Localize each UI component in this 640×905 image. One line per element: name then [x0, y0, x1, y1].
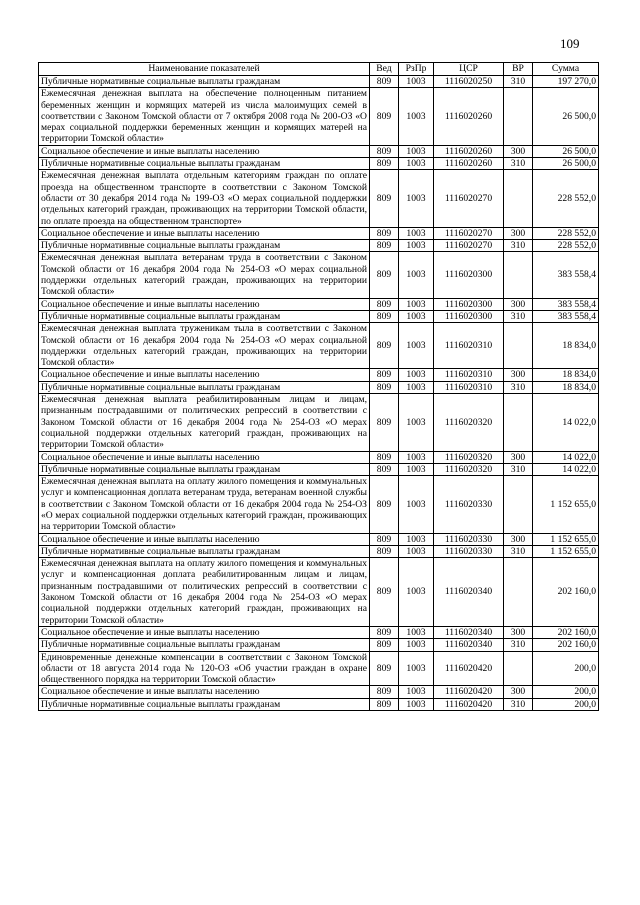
row-csr-cell: 1116020260 — [434, 88, 504, 145]
row-ved-cell: 809 — [370, 558, 399, 627]
row-name-cell: Ежемесячная денежная выплата на обеспечение полноценным питанием беременных женщин и кормящих матерей из числа малоимущих семей в соответствии с Законом Томской области от 7 октября 2008 года № 200-ОЗ «О мерах социальной поддержки беременных женщин и кормящих матерей на территории Томской области» — [39, 88, 370, 145]
table-row — [39, 298, 599, 310]
row-rzpr-cell: 1003 — [399, 698, 434, 710]
row-ved-cell: 809 — [370, 651, 399, 686]
row-sum-cell: 228 552,0 — [533, 227, 599, 239]
row-rzpr-cell: 1003 — [399, 381, 434, 393]
row-rzpr-cell: 1003 — [399, 476, 434, 533]
row-csr-cell: 1116020260 — [434, 145, 504, 157]
row-rzpr-cell: 1003 — [399, 369, 434, 381]
row-name-cell: Ежемесячная денежная выплата реабилитированным лицам и лицам, признанным пострадавшими от политических репрессий в соответствии с Законом Томской области от 16 декабря 2004 года № 254-ОЗ «О мерах социальной поддержки отдельных категорий граждан, проживающих на территории Томской области» — [39, 394, 370, 451]
row-vr-cell: 310 — [504, 310, 533, 322]
row-csr-cell: 1116020300 — [434, 298, 504, 310]
row-name-cell: Публичные нормативные социальные выплаты гражданам — [39, 310, 370, 322]
row-ved-cell: 809 — [370, 463, 399, 475]
row-rzpr-cell: 1003 — [399, 545, 434, 557]
row-vr-cell — [504, 558, 533, 627]
row-sum-cell: 197 270,0 — [533, 76, 599, 88]
row-csr-cell: 1116020310 — [434, 323, 504, 369]
row-rzpr-cell: 1003 — [399, 170, 434, 227]
row-ved-cell: 809 — [370, 158, 399, 170]
row-ved-cell: 809 — [370, 88, 399, 145]
row-sum-cell: 18 834,0 — [533, 323, 599, 369]
row-csr-cell: 1116020300 — [434, 310, 504, 322]
row-rzpr-cell: 1003 — [399, 686, 434, 698]
row-vr-cell: 310 — [504, 76, 533, 88]
row-name-cell: Социальное обеспечение и иные выплаты населению — [39, 298, 370, 310]
row-vr-cell: 300 — [504, 451, 533, 463]
table-row — [39, 558, 599, 627]
row-rzpr-cell: 1003 — [399, 639, 434, 651]
table-row — [39, 323, 599, 369]
row-vr-cell — [504, 476, 533, 533]
row-vr-cell: 300 — [504, 533, 533, 545]
row-vr-cell: 310 — [504, 381, 533, 393]
row-ved-cell: 809 — [370, 545, 399, 557]
row-vr-cell: 310 — [504, 158, 533, 170]
row-sum-cell: 383 558,4 — [533, 252, 599, 298]
table-row — [39, 686, 599, 698]
row-csr-cell: 1116020420 — [434, 651, 504, 686]
row-name-cell: Социальное обеспечение и иные выплаты населению — [39, 533, 370, 545]
row-rzpr-cell: 1003 — [399, 626, 434, 638]
row-rzpr-cell: 1003 — [399, 310, 434, 322]
row-ved-cell: 809 — [370, 626, 399, 638]
row-name-cell: Социальное обеспечение и иные выплаты населению — [39, 369, 370, 381]
row-ved-cell: 809 — [370, 323, 399, 369]
row-sum-cell: 26 500,0 — [533, 88, 599, 145]
row-name-cell: Социальное обеспечение и иные выплаты населению — [39, 227, 370, 239]
row-ved-cell: 809 — [370, 145, 399, 157]
row-vr-cell: 300 — [504, 298, 533, 310]
row-csr-cell: 1116020420 — [434, 686, 504, 698]
header-sum: Сумма — [533, 63, 599, 76]
row-rzpr-cell: 1003 — [399, 145, 434, 157]
row-vr-cell: 310 — [504, 463, 533, 475]
row-sum-cell: 383 558,4 — [533, 298, 599, 310]
row-csr-cell: 1116020320 — [434, 463, 504, 475]
row-rzpr-cell: 1003 — [399, 651, 434, 686]
table-row — [39, 381, 599, 393]
table-row — [39, 170, 599, 227]
header-name: Наименование показателей — [39, 63, 370, 76]
row-rzpr-cell: 1003 — [399, 227, 434, 239]
table-row — [39, 533, 599, 545]
row-csr-cell: 1116020340 — [434, 626, 504, 638]
row-ved-cell: 809 — [370, 298, 399, 310]
row-vr-cell: 300 — [504, 227, 533, 239]
row-name-cell: Публичные нормативные социальные выплаты гражданам — [39, 463, 370, 475]
table-row — [39, 88, 599, 145]
row-csr-cell: 1116020260 — [434, 158, 504, 170]
table-row — [39, 240, 599, 252]
row-name-cell: Публичные нормативные социальные выплаты гражданам — [39, 76, 370, 88]
row-ved-cell: 809 — [370, 394, 399, 451]
row-csr-cell: 1116020330 — [434, 476, 504, 533]
row-csr-cell: 1116020310 — [434, 381, 504, 393]
row-sum-cell: 14 022,0 — [533, 451, 599, 463]
row-sum-cell: 1 152 655,0 — [533, 545, 599, 557]
row-vr-cell — [504, 394, 533, 451]
header-rzpr: РзПр — [399, 63, 434, 76]
row-name-cell: Социальное обеспечение и иные выплаты населению — [39, 686, 370, 698]
header-csr: ЦСР — [434, 63, 504, 76]
row-csr-cell: 1116020270 — [434, 170, 504, 227]
row-rzpr-cell: 1003 — [399, 240, 434, 252]
row-rzpr-cell: 1003 — [399, 76, 434, 88]
row-rzpr-cell: 1003 — [399, 252, 434, 298]
row-csr-cell: 1116020300 — [434, 252, 504, 298]
row-sum-cell: 202 160,0 — [533, 558, 599, 627]
row-csr-cell: 1116020270 — [434, 227, 504, 239]
table-row — [39, 369, 599, 381]
row-rzpr-cell: 1003 — [399, 323, 434, 369]
row-name-cell: Ежемесячная денежная выплата на оплату жилого помещения и коммунальных услуг и компенсационная доплата ветеранам труда, ветеранам военной службы в соответствии с Законом Томской области от 16 декабря 2004 года № 254-ОЗ «О мерах социальной поддержки отдельных категорий граждан, проживающих на территории Томской области» — [39, 476, 370, 533]
row-name-cell: Социальное обеспечение и иные выплаты населению — [39, 145, 370, 157]
row-ved-cell: 809 — [370, 381, 399, 393]
row-csr-cell: 1116020270 — [434, 240, 504, 252]
table-row — [39, 252, 599, 298]
row-sum-cell: 1 152 655,0 — [533, 533, 599, 545]
row-vr-cell: 310 — [504, 639, 533, 651]
row-ved-cell: 809 — [370, 639, 399, 651]
row-sum-cell: 18 834,0 — [533, 381, 599, 393]
row-vr-cell — [504, 88, 533, 145]
row-sum-cell: 14 022,0 — [533, 463, 599, 475]
row-ved-cell: 809 — [370, 686, 399, 698]
row-ved-cell: 809 — [370, 533, 399, 545]
table-row — [39, 639, 599, 651]
row-ved-cell: 809 — [370, 76, 399, 88]
header-vr: ВР — [504, 63, 533, 76]
row-csr-cell: 1116020340 — [434, 558, 504, 627]
row-name-cell: Ежемесячная денежная выплата на оплату жилого помещения и коммунальных услуг и компенсационная доплата реабилитированным лицам и лицам, признанным пострадавшими от политических репрессий в соответствии с Законом Томской области от 16 декабря 2004 года № 254-ОЗ «О мерах социальной поддержки отдельных категорий граждан, проживающих на территории Томской области» — [39, 558, 370, 627]
header-row — [39, 63, 599, 76]
row-vr-cell: 300 — [504, 145, 533, 157]
row-rzpr-cell: 1003 — [399, 558, 434, 627]
row-csr-cell: 1116020340 — [434, 639, 504, 651]
row-rzpr-cell: 1003 — [399, 88, 434, 145]
row-ved-cell: 809 — [370, 451, 399, 463]
row-rzpr-cell: 1003 — [399, 394, 434, 451]
table-row — [39, 227, 599, 239]
row-vr-cell: 300 — [504, 626, 533, 638]
header-ved: Вед — [370, 63, 399, 76]
row-vr-cell: 310 — [504, 698, 533, 710]
row-ved-cell: 809 — [370, 369, 399, 381]
row-vr-cell: 300 — [504, 686, 533, 698]
row-name-cell: Ежемесячная денежная выплата отдельным категориям граждан по оплате проезда на общественном транспорте в соответствии с Законом Томской области от 30 декабря 2014 года № 199-ОЗ «О мерах социальной поддержки отдельных категорий граждан, проживающих на территории Томской области, по оплате проезда на общественном транспорте» — [39, 170, 370, 227]
row-ved-cell: 809 — [370, 698, 399, 710]
row-ved-cell: 809 — [370, 170, 399, 227]
row-name-cell: Ежемесячная денежная выплата ветеранам труда в соответствии с Законом Томской области от 16 декабря 2004 года № 254-ОЗ «О мерах социальной поддержки отдельных категорий граждан, проживающих на территории Томской области» — [39, 252, 370, 298]
row-name-cell: Единовременные денежные компенсации в соответствии с Законом Томской области от 18 августа 2014 года № 120-ОЗ «Об участии граждан в охране общественного порядка на территории Томской области» — [39, 651, 370, 686]
table-row — [39, 545, 599, 557]
row-sum-cell: 200,0 — [533, 651, 599, 686]
row-sum-cell: 228 552,0 — [533, 170, 599, 227]
row-vr-cell: 300 — [504, 369, 533, 381]
row-ved-cell: 809 — [370, 227, 399, 239]
row-rzpr-cell: 1003 — [399, 463, 434, 475]
row-sum-cell: 1 152 655,0 — [533, 476, 599, 533]
row-sum-cell: 228 552,0 — [533, 240, 599, 252]
row-ved-cell: 809 — [370, 476, 399, 533]
row-name-cell: Публичные нормативные социальные выплаты гражданам — [39, 158, 370, 170]
table-row — [39, 463, 599, 475]
row-sum-cell: 26 500,0 — [533, 158, 599, 170]
row-name-cell: Социальное обеспечение и иные выплаты населению — [39, 626, 370, 638]
table-row — [39, 476, 599, 533]
row-sum-cell: 18 834,0 — [533, 369, 599, 381]
row-name-cell: Ежемесячная денежная выплата труженикам тыла в соответствии с Законом Томской области от 16 декабря 2004 года № 254-ОЗ «О мерах социальной поддержки отдельных категорий граждан, проживающих на территории Томской области» — [39, 323, 370, 369]
row-rzpr-cell: 1003 — [399, 451, 434, 463]
row-sum-cell: 202 160,0 — [533, 626, 599, 638]
table-row — [39, 626, 599, 638]
row-ved-cell: 809 — [370, 252, 399, 298]
row-ved-cell: 809 — [370, 240, 399, 252]
table-row — [39, 158, 599, 170]
row-name-cell: Социальное обеспечение и иные выплаты населению — [39, 451, 370, 463]
row-sum-cell: 200,0 — [533, 686, 599, 698]
row-name-cell: Публичные нормативные социальные выплаты гражданам — [39, 639, 370, 651]
row-csr-cell: 1116020420 — [434, 698, 504, 710]
table-row — [39, 698, 599, 710]
row-csr-cell: 1116020330 — [434, 533, 504, 545]
row-rzpr-cell: 1003 — [399, 298, 434, 310]
row-name-cell: Публичные нормативные социальные выплаты гражданам — [39, 698, 370, 710]
row-vr-cell: 310 — [504, 545, 533, 557]
row-vr-cell — [504, 170, 533, 227]
row-csr-cell: 1116020330 — [434, 545, 504, 557]
table-body — [39, 76, 599, 711]
row-vr-cell: 310 — [504, 240, 533, 252]
row-sum-cell: 26 500,0 — [533, 145, 599, 157]
budget-table — [38, 62, 599, 711]
table-row — [39, 310, 599, 322]
row-csr-cell: 1116020320 — [434, 394, 504, 451]
row-sum-cell: 200,0 — [533, 698, 599, 710]
row-rzpr-cell: 1003 — [399, 158, 434, 170]
table-row — [39, 451, 599, 463]
row-csr-cell: 1116020310 — [434, 369, 504, 381]
table-row — [39, 394, 599, 451]
table-row — [39, 76, 599, 88]
row-csr-cell: 1116020320 — [434, 451, 504, 463]
row-sum-cell: 202 160,0 — [533, 639, 599, 651]
row-name-cell: Публичные нормативные социальные выплаты гражданам — [39, 381, 370, 393]
row-vr-cell — [504, 252, 533, 298]
row-name-cell: Публичные нормативные социальные выплаты гражданам — [39, 545, 370, 557]
row-vr-cell — [504, 651, 533, 686]
row-sum-cell: 14 022,0 — [533, 394, 599, 451]
page-number: 109 — [560, 36, 580, 51]
row-vr-cell — [504, 323, 533, 369]
row-sum-cell: 383 558,4 — [533, 310, 599, 322]
table-row — [39, 651, 599, 686]
row-ved-cell: 809 — [370, 310, 399, 322]
table-row — [39, 145, 599, 157]
row-name-cell: Публичные нормативные социальные выплаты гражданам — [39, 240, 370, 252]
row-csr-cell: 1116020250 — [434, 76, 504, 88]
table-header — [39, 63, 599, 76]
row-rzpr-cell: 1003 — [399, 533, 434, 545]
